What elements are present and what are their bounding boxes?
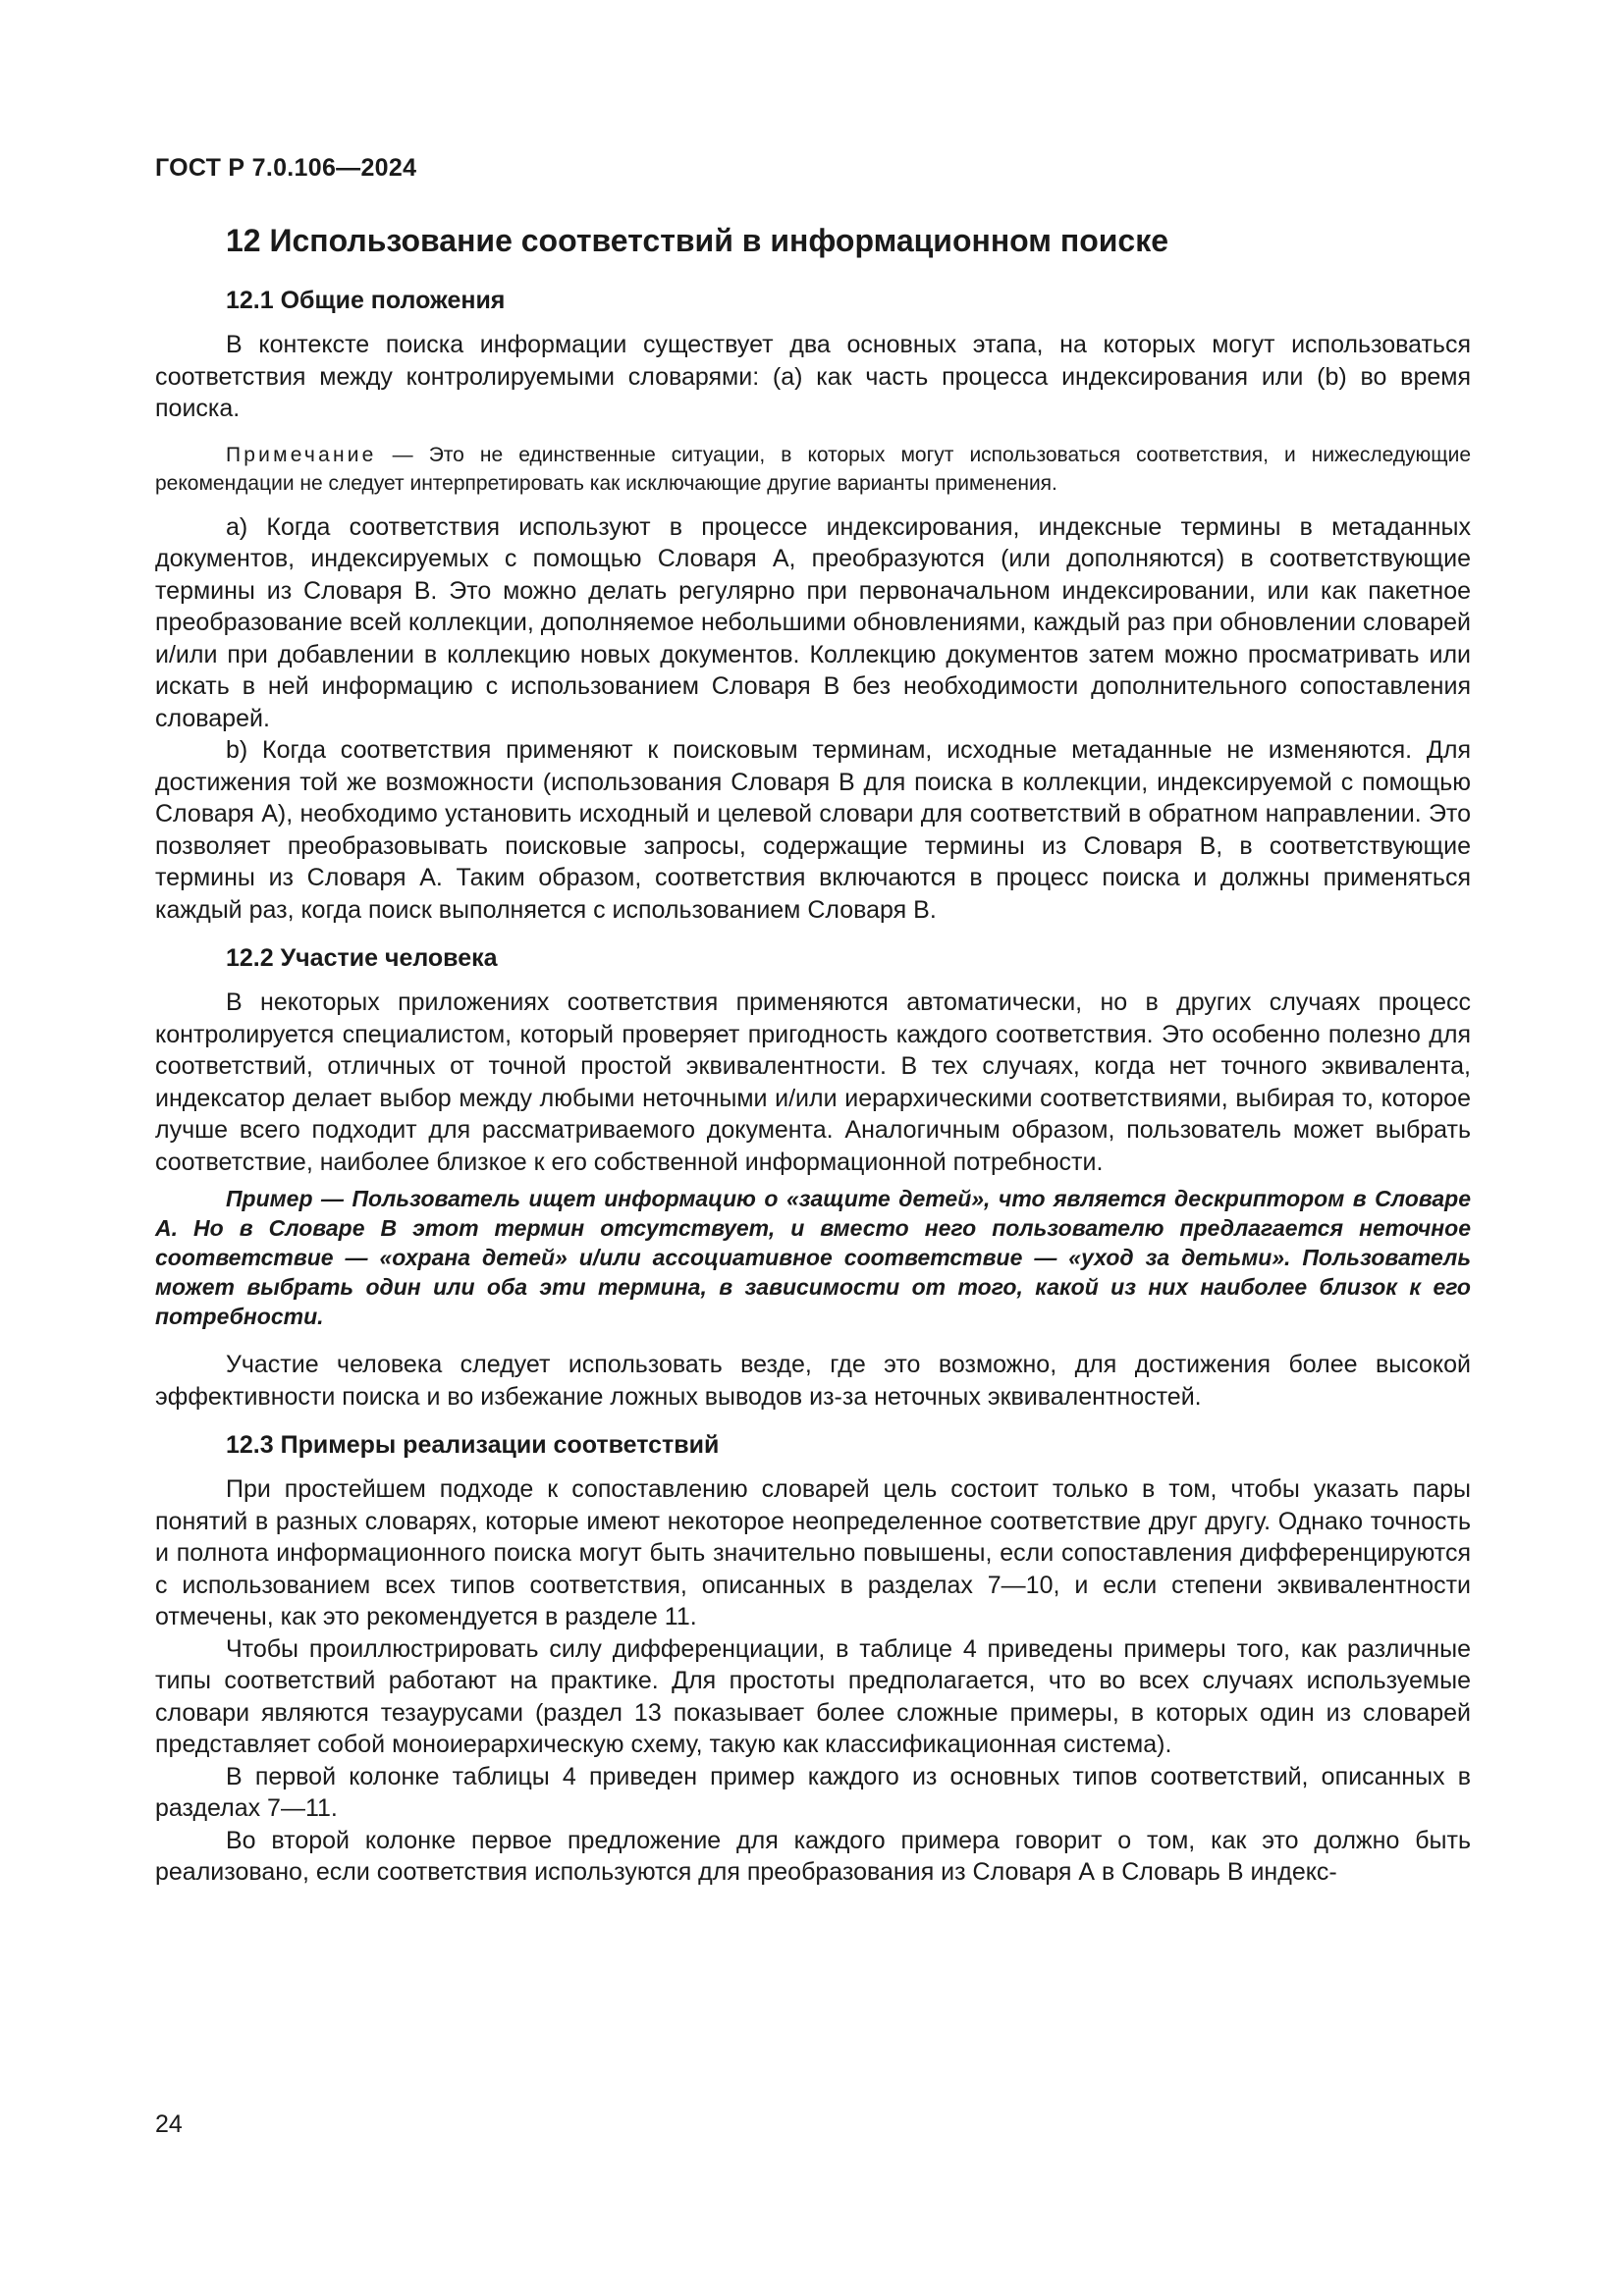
- section-12-heading: 12 Использование соответствий в информационном поиске: [226, 223, 1169, 258]
- page-content: [155, 221, 1471, 1889]
- list-item-b: b) Когда соответствия применяют к поисковым терминам, исходные метаданные не изменяются. Для достижения той же возможности (использования Словаря В для поиска в коллекции, индексируемой с помощью Словаря А), необходимо установить исходный и целевой словари для соответствий в обратном направлении. Это позволяет преобразовывать поисковые запросы, содержащие термины из Словаря В, в соответствующие термины из Словаря А. Таким образом, соответствия включаются в процесс поиска и должны применяться каждый раз, когда поиск выполняется с использованием Словаря В.: [155, 736, 1471, 924]
- section-12-1-heading: 12.1 Общие положения: [226, 287, 506, 314]
- page-number: 24: [155, 2110, 183, 2138]
- note-text: — Это не единственные ситуации, в которых могут использоваться соответствия, и нижеследующие рекомендации не следует интерпретировать как исключающие другие варианты применения.: [155, 443, 1471, 495]
- note: [155, 441, 1471, 498]
- section-12-2-paragraph-2: Участие человека следует использовать везде, где это возможно, для достижения более высокой эффективности поиска и во избежание ложных выводов из-за неточных эквивалентностей.: [155, 1351, 1471, 1411]
- section-12-3-paragraph-1: При простейшем подходе к сопоставлению словарей цель состоит только в том, чтобы указать пары понятий в разных словарях, которые имеют некоторое неопределенное соответствие друг другу. Однако точность и полнота информационного поиска могут быть значительно повышены, если сопоставления дифференцируются с использованием всех типов соответствия, описанных в разделах 7—10, и если степени эквивалентности отмечены, как это рекомендуется в разделе 11.: [155, 1475, 1471, 1630]
- section-12-2-heading: 12.2 Участие человека: [226, 944, 498, 972]
- section-12-3-heading: 12.3 Примеры реализации соответствий: [226, 1431, 720, 1459]
- example-block: Пример — Пользователь ищет информацию о «защите детей», что является дескриптором в Словаре А. Но в Словаре В этот термин отсутствует, и вместо него пользователю предлагается неточное соответствие — «охрана детей» и/или ассоциативное соответствие — «уход за детьми». Пользователь может выбрать один или оба эти термина, в зависимости от того, какой из них наиболее близок к его потребности.: [155, 1186, 1471, 1329]
- standard-designation: ГОСТ Р 7.0.106—2024: [155, 154, 417, 182]
- section-12-3-paragraph-4: Во второй колонке первое предложение для каждого примера говорит о том, как это должно быть реализовано, если соответствия используются для преобразования из Словаря А в Словарь В индекс-: [155, 1826, 1471, 1886]
- section-12-3-paragraph-2: Чтобы проиллюстрировать силу дифференциации, в таблице 4 приведены примеры того, как различные типы соответствий работают на практике. Для простоты предполагается, что во всех случаях используемые словари являются тезаурусами (раздел 13 показывает более сложные примеры, в которых один из словарей представляет собой моноиерархическую схему, такую как классификационная система).: [155, 1634, 1471, 1758]
- list-item-a: a) Когда соответствия используют в процессе индексирования, индексные термины в метаданных документов, индексируемых с помощью Словаря А, преобразуются (или дополняются) в соответствующие термины из Словаря В. Это можно делать регулярно при первоначальном индексировании, или как пакетное преобразование всей коллекции, дополняемое небольшими обновлениями, каждый раз при обновлении словарей и/или при добавлении в коллекцию новых документов. Коллекцию документов затем можно просматривать или искать в ней информацию с использованием Словаря В без необходимости дополнительного сопоставления словарей.: [155, 512, 1471, 732]
- section-12-2-paragraph-1: В некоторых приложениях соответствия применяются автоматически, но в других случаях процесс контролируется специалистом, который проверяет пригодность каждого соответствия. Это особенно полезно для соответствий, отличных от точной простой эквивалентности. В тех случаях, когда нет точного эквивалента, индексатор делает выбор между любыми неточными и/или иерархическими соответствиями, выбирая то, которое лучше всего подходит для рассматриваемого документа. Аналогичным образом, пользователь может выбрать соответствие, наиболее близкое к его собственной информационной потребности.: [155, 988, 1471, 1176]
- note-label: Примечание: [226, 443, 377, 466]
- section-12-1-paragraph-1: В контексте поиска информации существует два основных этапа, на которых могут использоваться соответствия между контролируемыми словарями: (a) как часть процесса индексирования или (b) во время поиска.: [155, 331, 1471, 422]
- section-12-3-paragraph-3: В первой колонке таблицы 4 приведен пример каждого из основных типов соответствий, описанных в разделах 7—11.: [155, 1762, 1471, 1822]
